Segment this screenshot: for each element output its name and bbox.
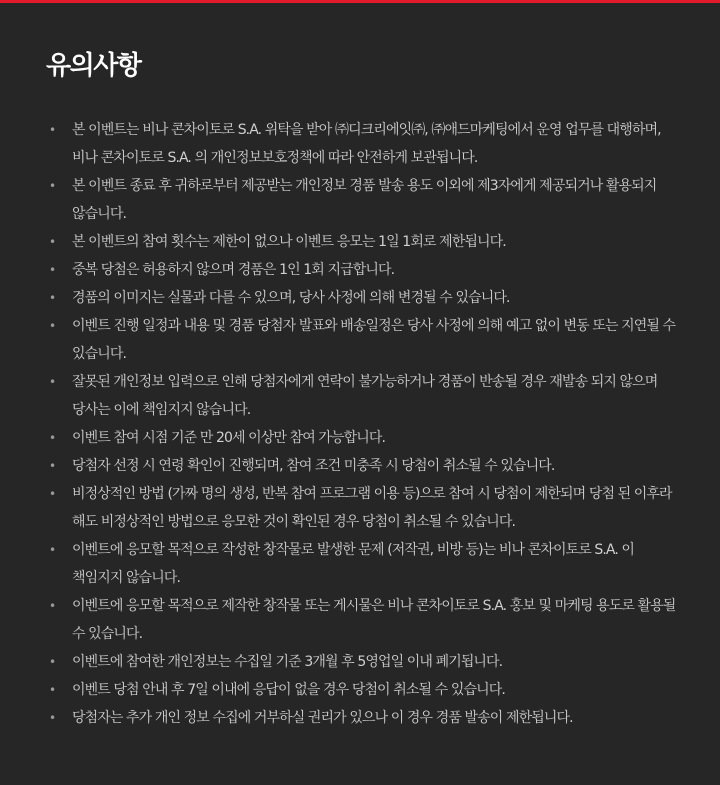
top-accent-bar [0,0,720,3]
bullet-icon: • [49,123,56,137]
notice-item-text: 이벤트 진행 일정과 내용 및 경품 당첨자 발표와 배송일정은 당사 사정에 의해 예고 없이 변동 또는 지연될 수 있습니다. [72,318,676,362]
bullet-icon: • [49,711,56,725]
bullet-icon: • [49,487,56,501]
notice-list [46,116,686,732]
notice-item-text: 이벤트 당첨 안내 후 7일 이내에 응답이 없을 경우 당첨이 취소될 수 있습니다. [72,682,505,698]
notice-item [46,228,686,256]
notice-item [46,704,686,732]
notice-item [46,648,686,676]
bullet-icon: • [49,263,56,277]
notice-item-text: 비정상적인 방법 (가짜 명의 생성, 반복 참여 프로그램 이용 등)으로 참여 시 당첨이 제한되며 당첨 된 이후라 해도 비정상적인 방법으로 응모한 것이 확인된 경우 당첨이 취소될 수 있습니다. [72,486,672,530]
bullet-icon: • [49,655,56,669]
bullet-icon: • [49,543,56,557]
notice-item-text: 본 이벤트는 비나 콘차이토로 S.A. 위탁을 받아 ㈜디크리에잇㈜, ㈜애드마케팅에서 운영 업무를 대행하며, 비나 콘차이토로 S.A. 의 개인정보보호정책에 따라 안전하게 보관됩니다. [72,122,661,166]
notice-item-text: 이벤트 참여 시점 기준 만 20세 이상만 참여 가능합니다. [72,430,386,446]
notice-item-text: 경품의 이미지는 실물과 다를 수 있으며, 당사 사정에 의해 변경될 수 있습니다. [72,290,510,306]
notice-item [46,592,686,648]
notice-item [46,536,686,592]
bullet-icon: • [49,319,56,333]
notice-title: 유의사항 [46,51,141,81]
notice-item-text: 본 이벤트 종료 후 귀하로부터 제공받는 개인정보 경품 발송 용도 이외에 제3자에게 제공되거나 활용되지 않습니다. [72,178,657,222]
notice-item-text: 잘못된 개인정보 입력으로 인해 당첨자에게 연락이 불가능하거나 경품이 반송될 경우 재발송 되지 않으며 당사는 이에 책임지지 않습니다. [72,374,658,418]
notice-item-text: 본 이벤트의 참여 횟수는 제한이 없으나 이벤트 응모는 1일 1회로 제한됩니다. [72,234,506,250]
notice-item-text: 당첨자는 추가 개인 정보 수집에 거부하실 권리가 있으나 이 경우 경품 발송이 제한됩니다. [72,710,573,726]
bullet-icon: • [49,235,56,249]
bullet-icon: • [49,431,56,445]
notice-item [46,480,686,536]
bullet-icon: • [49,683,56,697]
notice-item-text: 당첨자 선정 시 연령 확인이 진행되며, 참여 조건 미충족 시 당첨이 취소될 수 있습니다. [72,458,555,474]
notice-item [46,452,686,480]
bullet-icon: • [49,599,56,613]
notice-item-text: 이벤트에 응모할 목적으로 작성한 창작물로 발생한 문제 (저작권, 비방 등)는 비나 콘차이토로 S.A. 이 책임지지 않습니다. [72,542,635,586]
notice-item [46,676,686,704]
notice-item-text: 이벤트에 참여한 개인정보는 수집일 기준 3개월 후 5영업일 이내 폐기됩니다. [72,654,503,670]
notice-item [46,312,686,368]
notice-item [46,424,686,452]
bullet-icon: • [49,291,56,305]
bullet-icon: • [49,459,56,473]
notice-item [46,116,686,172]
notice-item [46,284,686,312]
bullet-icon: • [49,179,56,193]
notice-item-text: 중복 당첨은 허용하지 않으며 경품은 1인 1회 지급합니다. [72,262,395,278]
notice-item [46,172,686,228]
notice-section [46,48,686,726]
notice-item-text: 이벤트에 응모할 목적으로 제작한 창작물 또는 게시물은 비나 콘차이토로 S.A. 홍보 및 마케팅 용도로 활용될 수 있습니다. [72,598,676,642]
notice-item [46,256,686,284]
bullet-icon: • [49,375,56,389]
notice-item [46,368,686,424]
